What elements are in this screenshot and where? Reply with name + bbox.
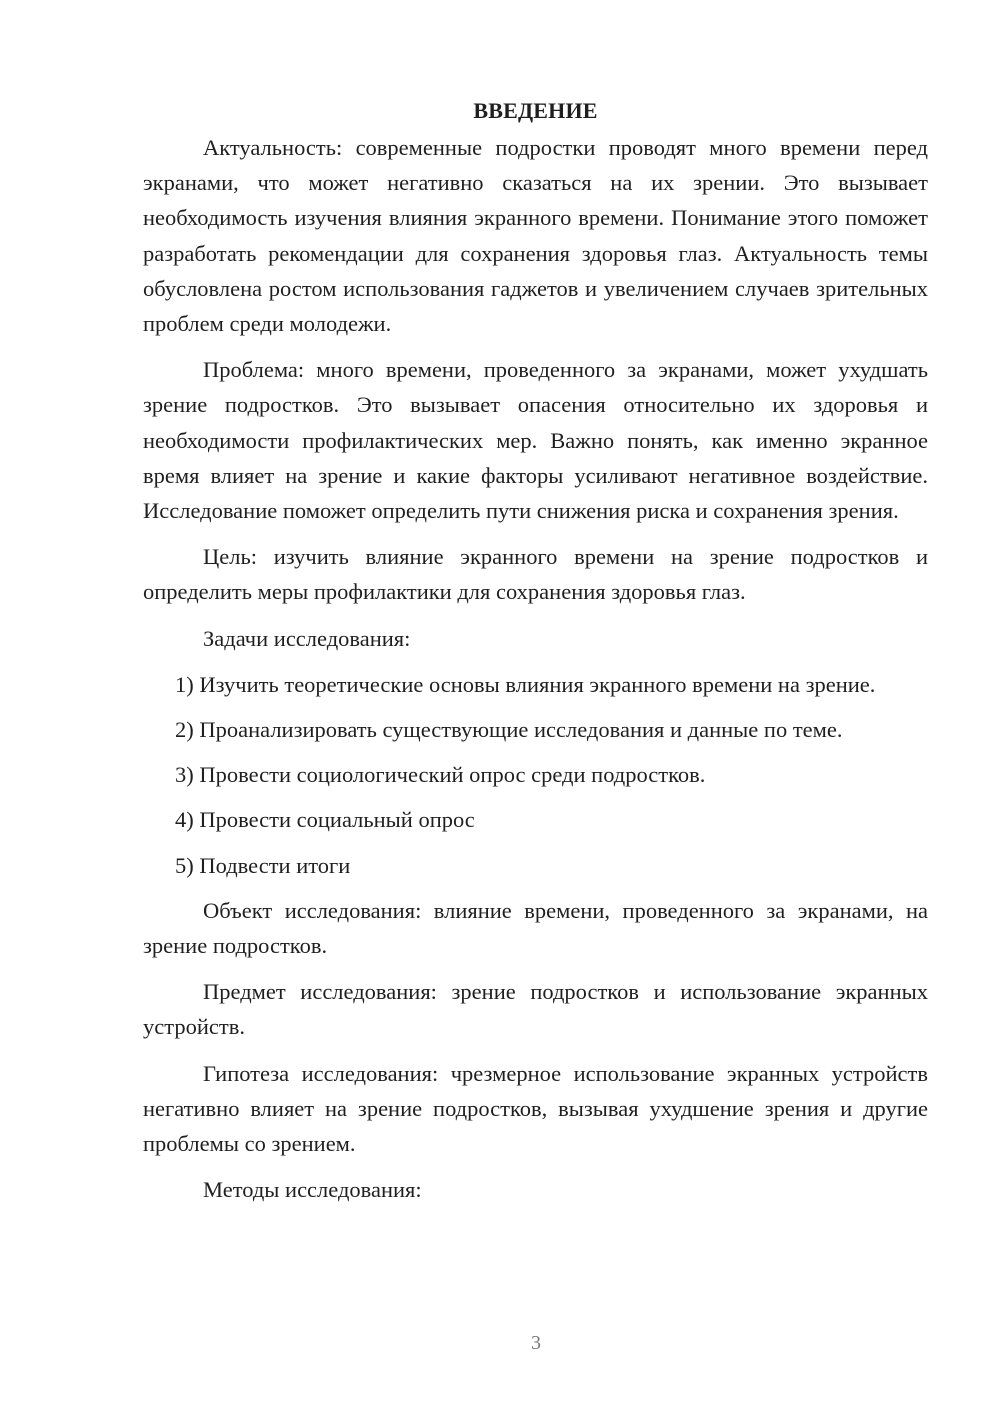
paragraph-methods-title: Методы исследования: [203, 1177, 422, 1203]
paragraph-tasks-title: Задачи исследования: [203, 625, 411, 651]
paragraph-object: Объект исследования: влияние времени, проведенного за экранами, на зрение подростков. [143, 897, 928, 959]
task-item-4: 4) Провести социальный опрос [175, 807, 475, 833]
page-number: 3 [531, 1332, 541, 1354]
paragraph-relevance: Актуальность: современные подростки проводят много времени перед экранами, что может негативно сказаться на их зрении. Это вызывает необходимость изучения влияния экранного времени. Понимание этого поможет разработать рекомендации для сохранения здоровья глаз. Актуальность темы обусловлена ростом использования гаджетов и увеличением случаев зрительных проблем среди молодежи. [143, 135, 928, 337]
paragraph-hypothesis: Гипотеза исследования: чрезмерное использование экранных устройств негативно влияет на зрение подростков, вызывая ухудшение зрения и другие проблемы со зрением. [143, 1060, 928, 1157]
task-item-3: 3) Провести социологический опрос среди подростков. [175, 762, 706, 788]
page-content [143, 92, 928, 1218]
paragraph-subject: Предмет исследования: зрение подростков и использование экранных устройств. [143, 979, 928, 1040]
paragraph-problem: Проблема: много времени, проведенного за экранами, может ухудшать зрение подростков. Это вызывает опасения относительно их здоровья и необходимости профилактических мер. Важно понять, как именно экранное время влияет на зрение и какие факторы усиливают негативное воздействие. Исследование поможет определить пути снижения риска и сохранения зрения. [143, 357, 928, 524]
task-item-5: 5) Подвести итоги [175, 852, 351, 878]
task-item-1: 1) Изучить теоретические основы влияния экранного времени на зрение. [175, 671, 876, 697]
section-heading: ВВЕДЕНИЕ [473, 98, 598, 123]
paragraph-goal: Цель: изучить влияние экранного времени на зрение подростков и определить меры профилактики для сохранения здоровья глаз. [143, 544, 928, 605]
task-item-2: 2) Проанализировать существующие исследования и данные по теме. [175, 717, 843, 743]
